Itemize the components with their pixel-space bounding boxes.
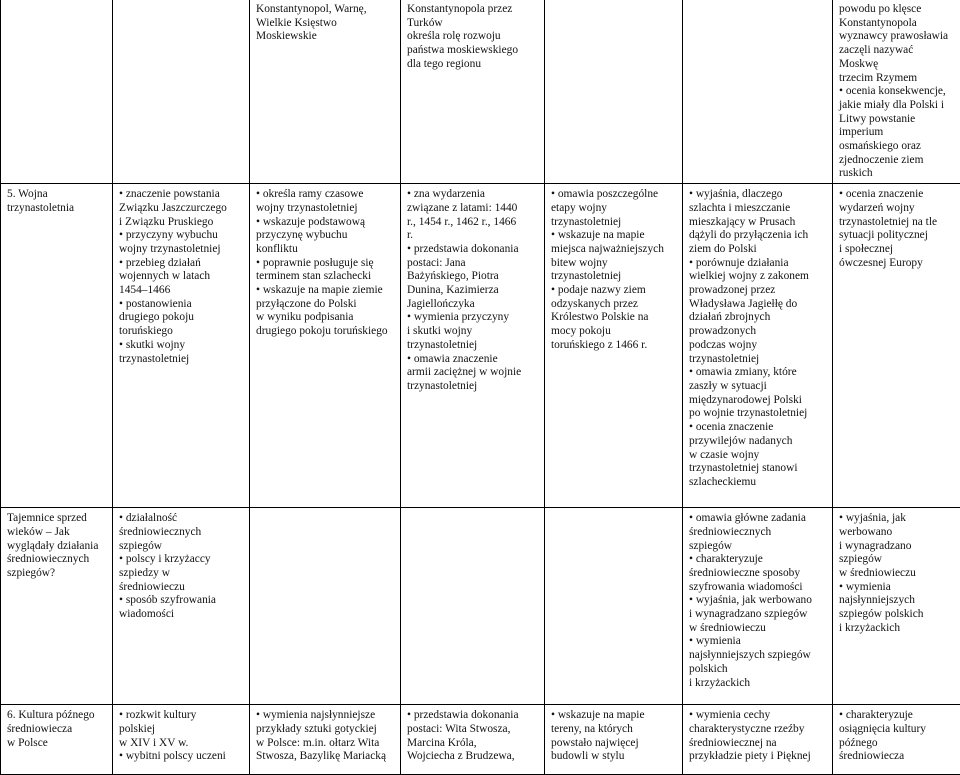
table-row	[1, 508, 960, 705]
cell-text-line: określa rolę rozwoju	[407, 30, 538, 44]
cell-text-line: • znaczenie powstania	[119, 188, 243, 202]
cell-text-line: 5. Wojna	[7, 188, 106, 202]
cell-text-line: przywilejów nadanych	[689, 435, 826, 449]
cell-text-line: przyłączone do Polski	[256, 298, 394, 312]
cell-text-line: jakie miały dla Polski i	[839, 99, 954, 113]
content-cell	[113, 705, 250, 775]
cell-text-line: • omawia znaczenie	[407, 353, 538, 367]
cell-text-line: szyfrowania wiadomości	[689, 581, 826, 595]
cell-text-line: • wskazuje podstawową	[256, 216, 394, 230]
cell-text-line: Władysława Jagiełłę do	[689, 298, 826, 312]
cell-text-line: Turków	[407, 17, 538, 31]
cell-text-line: Tajemnice sprzed	[7, 512, 106, 526]
cell-text-line: trzynastoletniej	[689, 353, 826, 367]
cell-text-line: najsłynniejszych szpiegów	[689, 649, 826, 663]
cell-text-line: • wyjaśnia, jak	[839, 512, 954, 526]
cell-text-line: drugiego pokoju	[119, 311, 243, 325]
cell-text-line: Jagiellończyka	[407, 298, 538, 312]
cell-text-line: • omawia poszczególne	[551, 188, 676, 202]
cell-text-line: szpiegów	[689, 540, 826, 554]
cell-text-line: prowadzonej przez	[689, 284, 826, 298]
cell-text-line: ziem do Polski	[689, 243, 826, 257]
cell-text-line: • przebieg działań	[119, 257, 243, 271]
cell-text-line: toruńskiego z 1466 r.	[551, 339, 676, 353]
cell-text-line: Litwy powstanie imperium	[839, 113, 954, 140]
cell-text-line: Konstantynopola przez	[407, 3, 538, 17]
cell-text-line: trzynastoletnia	[7, 202, 106, 216]
cell-text-line: • omawia główne zadania	[689, 512, 826, 526]
cell-text-line: • ocenia znaczenie	[689, 421, 826, 435]
cell-text-line: Wojciecha z Brudzewa,	[407, 750, 538, 764]
cell-text-line: trzynastoletniej	[407, 339, 538, 353]
cell-text-line: Stwosza, Bazylikę Mariacką	[256, 750, 394, 764]
table-row	[1, 0, 960, 184]
cell-text-line: trzynastoletniej	[551, 216, 676, 230]
cell-text-line: • przyczyny wybuchu	[119, 229, 243, 243]
cell-text-line: przykładzie piety i Pięknej	[689, 750, 826, 764]
cell-text-line: dążyli do przyłączenia ich	[689, 229, 826, 243]
cell-text-line: budowli w stylu	[551, 750, 676, 764]
cell-text-line: r., 1454 r., 1462 r., 1466	[407, 216, 538, 230]
cell-text-line: szpiegów?	[7, 567, 106, 581]
topic-cell	[1, 184, 113, 508]
cell-text-line: wojny trzynastoletniej	[256, 202, 394, 216]
cell-text-line: • sposób szyfrowania	[119, 594, 243, 608]
cell-text-line: trzecim Rzymem	[839, 72, 954, 86]
cell-text-line: • wskazuje na mapie	[551, 709, 676, 723]
requirements-cell	[683, 705, 833, 775]
cell-text-line: miejsca najważniejszych	[551, 243, 676, 257]
cell-text-line: państwa moskiewskiego	[407, 44, 538, 58]
cell-text-line: • przedstawia dokonania	[407, 709, 538, 723]
table-cell-empty	[683, 0, 833, 184]
cell-text-line: • polscy i krzyżaccy	[119, 553, 243, 567]
cell-text-line: • wymienia najsłynniejsze	[256, 709, 394, 723]
cell-text-line: międzynarodowej Polski	[689, 394, 826, 408]
cell-text-line: charakterystyczne rzeźby	[689, 723, 826, 737]
cell-text-line: trzynastoletniej	[407, 380, 538, 394]
cell-text-line: • omawia zmiany, które	[689, 366, 826, 380]
cell-text-line: Konstantynopol, Warnę,	[256, 3, 394, 17]
cell-text-line: w czasie wojny	[689, 449, 826, 463]
cell-text-line: Wielkie Księstwo	[256, 17, 394, 31]
cell-text-line: i wynagradzano szpiegów	[689, 608, 826, 622]
cell-text-line: • zna wydarzenia	[407, 188, 538, 202]
cell-text-line: mieszkający w Prusach	[689, 216, 826, 230]
cell-text-line: • wymienia przyczyny	[407, 311, 538, 325]
table-cell-empty	[250, 508, 401, 705]
cell-text-line: Związku Jaszczurczego	[119, 202, 243, 216]
requirements-cell	[683, 508, 833, 705]
table-cell	[401, 0, 545, 184]
cell-text-line: szlacheckiemu	[689, 476, 826, 490]
cell-text-line: średniowiecznych	[689, 526, 826, 540]
cell-text-line: polskich	[689, 663, 826, 677]
cell-text-line: osmańskiego oraz	[839, 140, 954, 154]
cell-text-line: średniowiecznych	[119, 526, 243, 540]
table-cell-empty	[1, 0, 113, 184]
cell-text-line: szlachta i mieszczanie	[689, 202, 826, 216]
requirements-cell	[401, 705, 545, 775]
requirements-cell	[833, 184, 960, 508]
cell-text-line: postaci: Jana	[407, 257, 538, 271]
cell-text-line: działań zbrojnych	[689, 311, 826, 325]
cell-text-line: powstało najwięcej	[551, 737, 676, 751]
cell-text-line: wojennych w latach	[119, 270, 243, 284]
cell-text-line: podczas wojny	[689, 339, 826, 353]
requirements-cell	[545, 705, 683, 775]
cell-text-line: dla tego regionu	[407, 58, 538, 72]
cell-text-line: etapy wojny	[551, 202, 676, 216]
requirements-cell	[683, 184, 833, 508]
cell-text-line: w średniowieczu	[839, 567, 954, 581]
cell-text-line: najsłynniejszych	[839, 594, 954, 608]
cell-text-line: zaczęli nazywać Moskwę	[839, 44, 954, 71]
cell-text-line: wieków – Jak	[7, 526, 106, 540]
cell-text-line: i skutki wojny	[407, 325, 538, 339]
cell-text-line: • charakteryzuje	[689, 553, 826, 567]
cell-text-line: Królestwo Polskie na	[551, 311, 676, 325]
cell-text-line: w wyniku podpisania	[256, 311, 394, 325]
cell-text-line: toruńskiego	[119, 325, 243, 339]
cell-text-line: Bażyńskiego, Piotra	[407, 270, 538, 284]
cell-text-line: • działalność	[119, 512, 243, 526]
cell-text-line: • podaje nazwy ziem	[551, 284, 676, 298]
cell-text-line: • określa ramy czasowe	[256, 188, 394, 202]
cell-text-line: • poprawnie posługuje się	[256, 257, 394, 271]
cell-text-line: • wyjaśnia, dlaczego	[689, 188, 826, 202]
table-cell	[833, 0, 960, 184]
cell-text-line: i krzyżackich	[689, 677, 826, 691]
cell-text-line: trzynastoletniej stanowi	[689, 462, 826, 476]
content-cell	[113, 508, 250, 705]
cell-text-line: odzyskanych przez	[551, 298, 676, 312]
cell-text-line: • skutki wojny	[119, 339, 243, 353]
cell-text-line: trzynastoletniej	[119, 353, 243, 367]
cell-text-line: zjednoczenie ziem ruskich	[839, 154, 954, 181]
cell-text-line: • ocenia konsekwencje,	[839, 85, 954, 99]
cell-text-line: i krzyżackich	[839, 622, 954, 636]
cell-text-line: Konstantynopola	[839, 17, 954, 31]
requirements-cell	[401, 184, 545, 508]
cell-text-line: szpiegów polskich	[839, 608, 954, 622]
cell-text-line: • wymienia	[689, 635, 826, 649]
cell-text-line: terminem stan szlachecki	[256, 270, 394, 284]
cell-text-line: • wskazuje na mapie	[551, 229, 676, 243]
cell-text-line: tereny, na których	[551, 723, 676, 737]
table-row	[1, 184, 960, 508]
requirements-cell	[833, 508, 960, 705]
cell-text-line: ówczesnej Europy	[839, 257, 954, 271]
cell-text-line: • ocenia znaczenie	[839, 188, 954, 202]
cell-text-line: wojny trzynastoletniej	[119, 243, 243, 257]
cell-text-line: w Polsce	[7, 737, 106, 751]
cell-text-line: r.	[407, 229, 538, 243]
cell-text-line: werbowano	[839, 526, 954, 540]
cell-text-line: wielkiej wojny z zakonem	[689, 270, 826, 284]
cell-text-line: osiągnięcia kultury	[839, 723, 954, 737]
cell-text-line: trzynastoletniej na tle	[839, 216, 954, 230]
cell-text-line: szpiegów	[839, 553, 954, 567]
cell-text-line: średniowieczu	[119, 581, 243, 595]
cell-text-line: wydarzeń wojny	[839, 202, 954, 216]
table-cell-empty	[545, 0, 683, 184]
cell-text-line: sytuacji politycznej	[839, 229, 954, 243]
cell-text-line: i społecznej	[839, 243, 954, 257]
cell-text-line: Marcina Króla,	[407, 737, 538, 751]
cell-text-line: w Polsce: m.in. ołtarz Wita	[256, 737, 394, 751]
cell-text-line: szpiegów	[119, 540, 243, 554]
cell-text-line: • wymienia cechy	[689, 709, 826, 723]
cell-text-line: wiadomości	[119, 608, 243, 622]
cell-text-line: 1454–1466	[119, 284, 243, 298]
cell-text-line: późnego	[839, 737, 954, 751]
requirements-cell	[545, 184, 683, 508]
content-cell	[113, 184, 250, 508]
requirements-cell	[250, 705, 401, 775]
cell-text-line: w XIV i XV w.	[119, 737, 243, 751]
cell-text-line: związane z latami: 1440	[407, 202, 538, 216]
cell-text-line: zaszły w sytuacji	[689, 380, 826, 394]
cell-text-line: • wybitni polscy uczeni	[119, 750, 243, 764]
cell-text-line: w średniowieczu	[689, 622, 826, 636]
cell-text-line: średniowieczne sposoby	[689, 567, 826, 581]
table-cell-empty	[113, 0, 250, 184]
cell-text-line: konfliktu	[256, 243, 394, 257]
cell-text-line: szpiedzy w	[119, 567, 243, 581]
cell-text-line: średniowiecznej na	[689, 737, 826, 751]
cell-text-line: prowadzonych	[689, 325, 826, 339]
cell-text-line: i wynagradzano	[839, 540, 954, 554]
cell-text-line: drugiego pokoju toruńskiego	[256, 325, 394, 339]
cell-text-line: Moskiewskie	[256, 30, 394, 44]
cell-text-line: • charakteryzuje	[839, 709, 954, 723]
cell-text-line: Dunina, Kazimierza	[407, 284, 538, 298]
cell-text-line: wyznawcy prawosławia	[839, 30, 954, 44]
cell-text-line: trzynastoletniej	[551, 270, 676, 284]
cell-text-line: 6. Kultura późnego	[7, 709, 106, 723]
table-cell-empty	[401, 508, 545, 705]
cell-text-line: • wymienia	[839, 581, 954, 595]
cell-text-line: przykłady sztuki gotyckiej	[256, 723, 394, 737]
requirements-cell	[250, 184, 401, 508]
cell-text-line: • porównuje działania	[689, 257, 826, 271]
table-cell	[250, 0, 401, 184]
cell-text-line: średniowiecznych	[7, 553, 106, 567]
topic-cell	[1, 705, 113, 775]
cell-text-line: • postanowienia	[119, 298, 243, 312]
cell-text-line: • przedstawia dokonania	[407, 243, 538, 257]
table-cell-empty	[545, 508, 683, 705]
cell-text-line: • wyjaśnia, jak werbowano	[689, 594, 826, 608]
cell-text-line: przyczynę wybuchu	[256, 229, 394, 243]
topic-cell	[1, 508, 113, 705]
cell-text-line: bitew wojny	[551, 257, 676, 271]
cell-text-line: postaci: Wita Stwosza,	[407, 723, 538, 737]
cell-text-line: armii zaciężnej w wojnie	[407, 366, 538, 380]
cell-text-line: • rozkwit kultury	[119, 709, 243, 723]
cell-text-line: i Związku Pruskiego	[119, 216, 243, 230]
cell-text-line: wyglądały działania	[7, 540, 106, 554]
requirements-cell	[833, 705, 960, 775]
cell-text-line: średniowiecza	[7, 723, 106, 737]
cell-text-line: po wojnie trzynastoletniej	[689, 407, 826, 421]
cell-text-line: średniowiecza	[839, 750, 954, 764]
cell-text-line: • wskazuje na mapie ziemie	[256, 284, 394, 298]
cell-text-line: powodu po klęsce	[839, 3, 954, 17]
table-row	[1, 705, 960, 775]
cell-text-line: mocy pokoju	[551, 325, 676, 339]
cell-text-line: polskiej	[119, 723, 243, 737]
